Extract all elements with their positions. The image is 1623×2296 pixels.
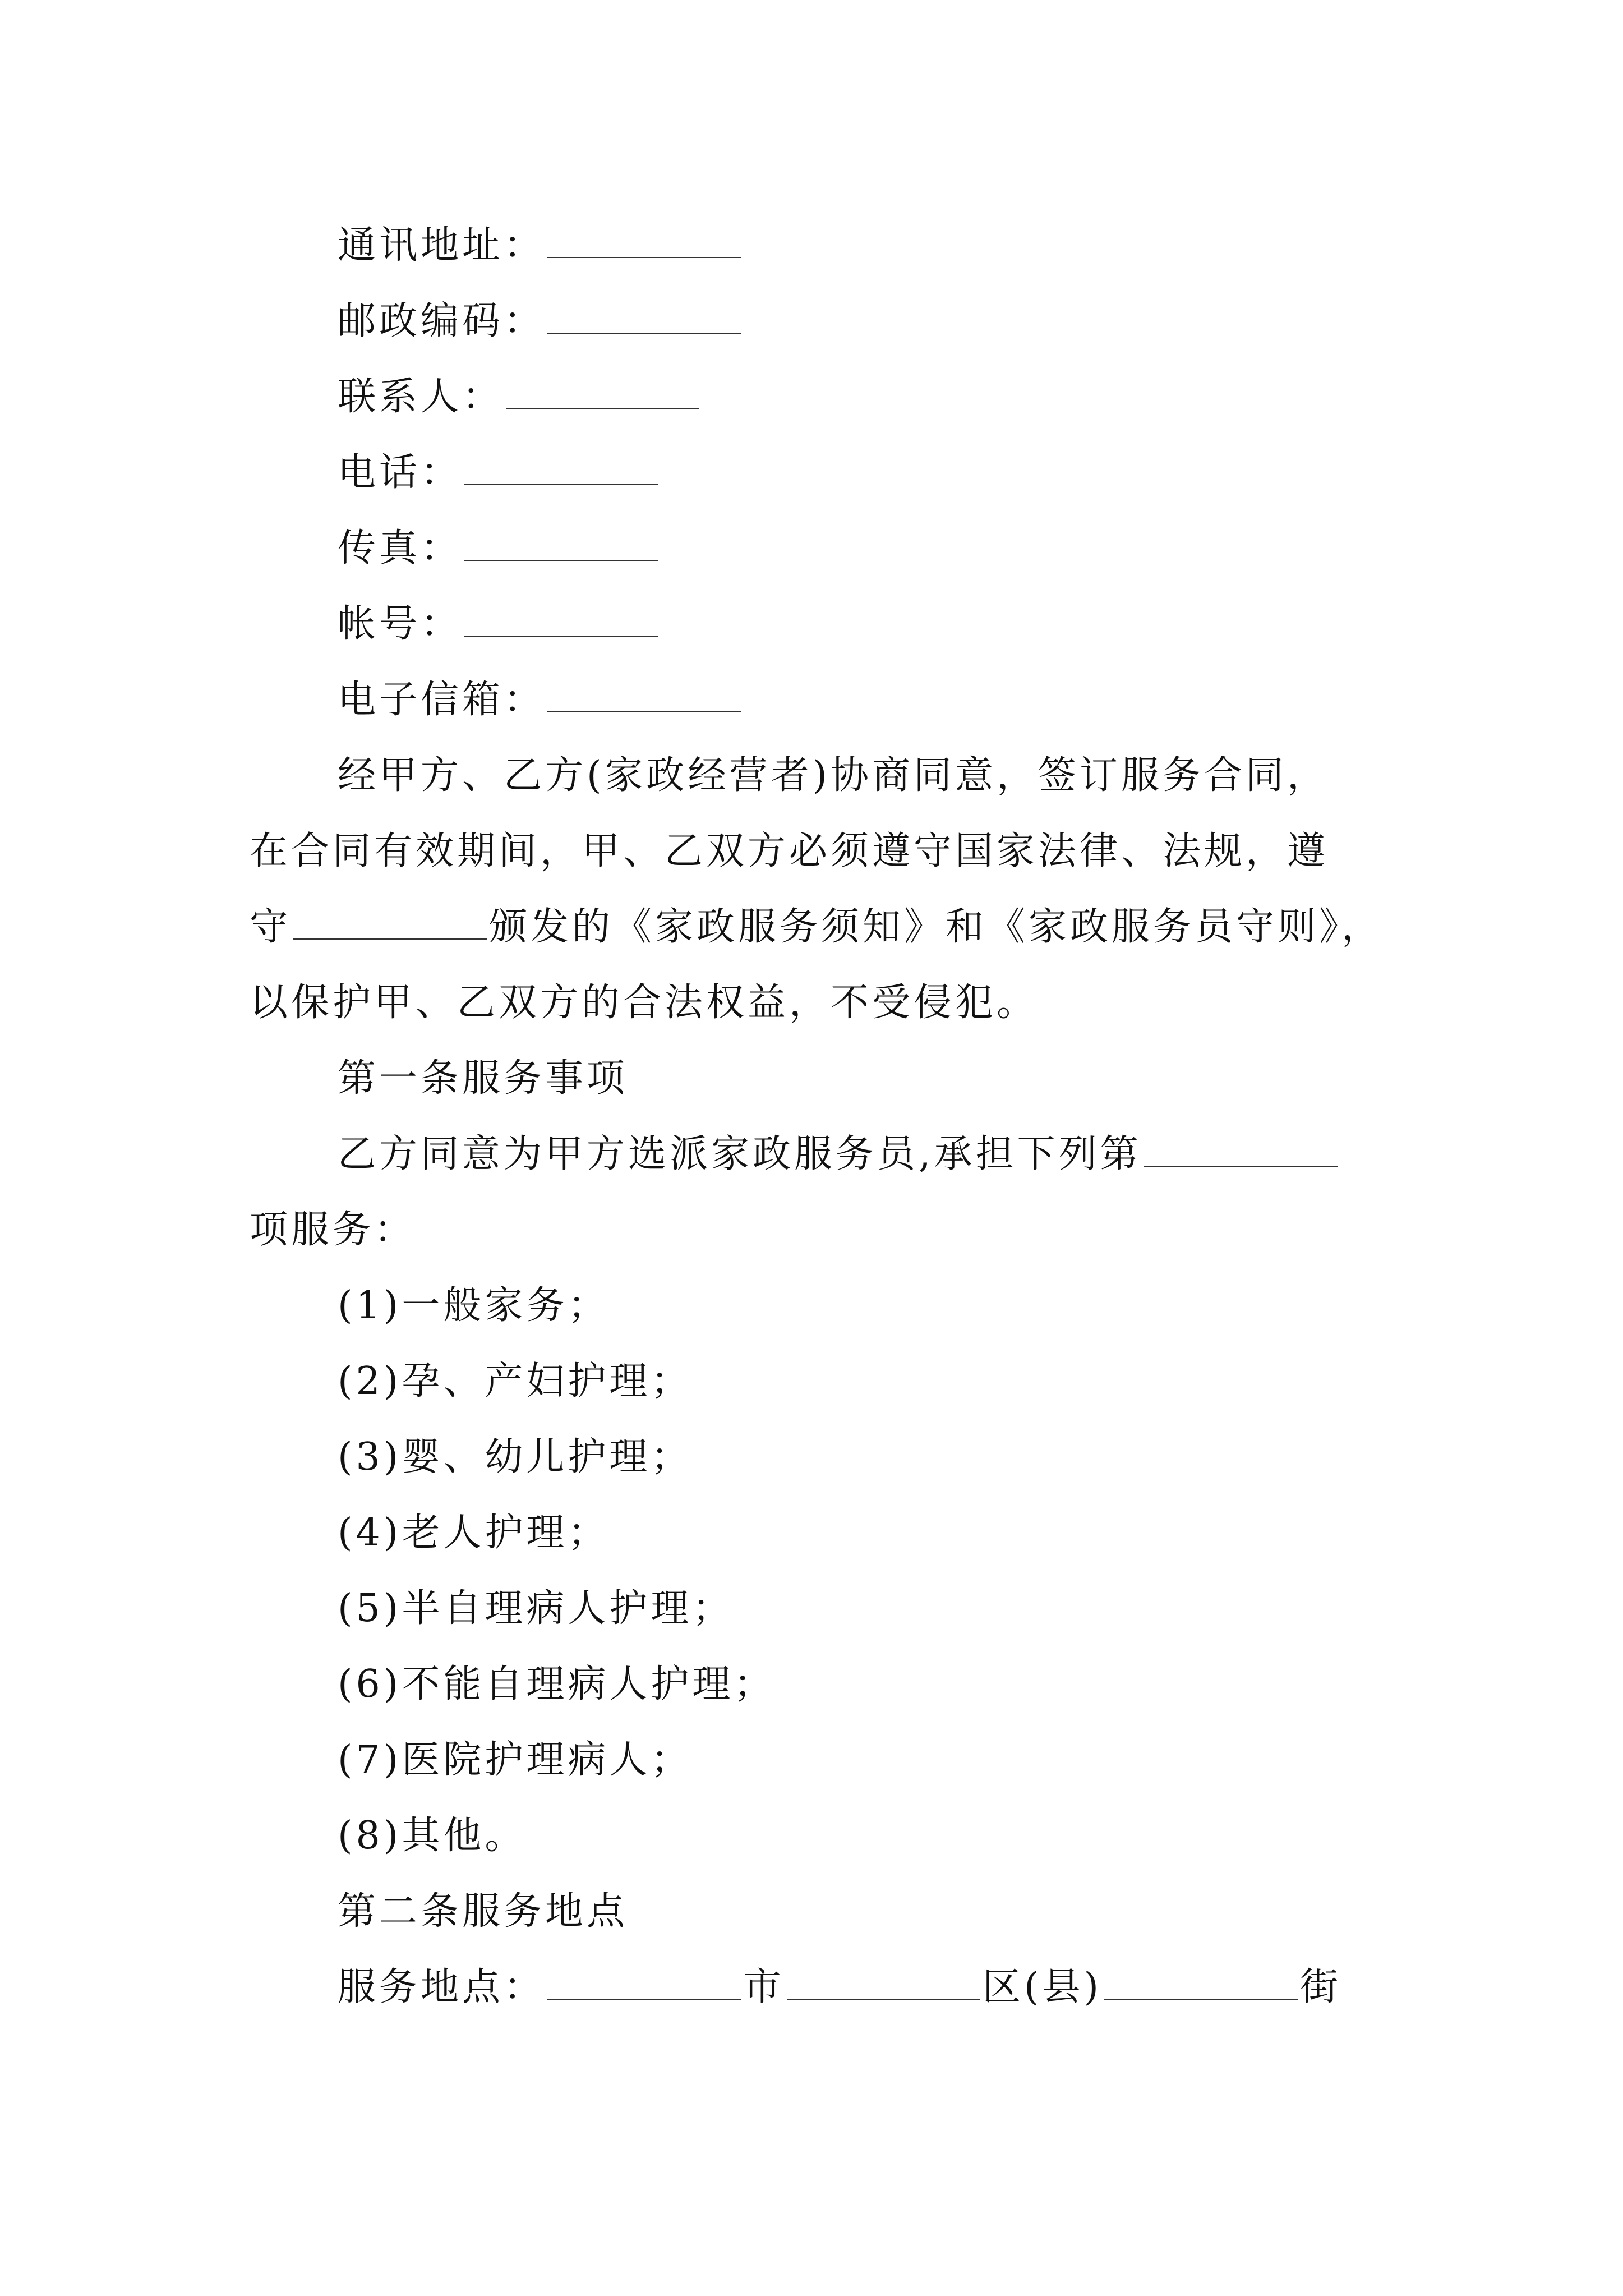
article-2-heading: 第二条服务地点 bbox=[338, 1889, 629, 1934]
intro-line-4: 以保护甲、乙双方的合法权益，不受侵犯。 bbox=[250, 981, 1039, 1025]
address-label: 通讯地址： bbox=[338, 223, 546, 268]
service-item-8: (8)其他。 bbox=[338, 1814, 527, 1858]
postcode-label: 邮政编码： bbox=[338, 299, 546, 343]
article-1-text-prefix: 乙方同意为甲方选派家政服务员,承担下列第 bbox=[338, 1132, 1142, 1176]
address-line bbox=[338, 218, 743, 274]
phone-blank[interactable] bbox=[464, 449, 658, 485]
city-label: 市 bbox=[743, 1965, 785, 2009]
service-item-4: (4)老人护理； bbox=[338, 1511, 610, 1555]
district-label: 区(县) bbox=[983, 1965, 1103, 2009]
fax-line bbox=[338, 521, 660, 577]
address-blank[interactable] bbox=[547, 222, 741, 258]
street-label: 街 bbox=[1300, 1965, 1342, 2009]
contact-person-label: 联系人： bbox=[338, 375, 504, 419]
intro-line-3-suffix: 颁发的《家政服务须知》和《家政服务员守则》， bbox=[489, 905, 1384, 949]
phone-line bbox=[338, 445, 660, 501]
article-1-heading: 第一条服务事项 bbox=[338, 1056, 629, 1101]
phone-label: 电话： bbox=[338, 450, 463, 495]
intro-line-3 bbox=[250, 899, 1383, 955]
account-line bbox=[338, 596, 660, 652]
intro-line-1: 经甲方、乙方(家政经营者)协商同意，签订服务合同， bbox=[338, 753, 1329, 798]
service-location-line bbox=[338, 1959, 1341, 2016]
fax-blank[interactable] bbox=[464, 525, 658, 561]
service-item-1: (1)一般家务； bbox=[338, 1283, 610, 1328]
email-blank[interactable] bbox=[547, 677, 741, 712]
service-item-3: (3)婴、幼儿护理； bbox=[338, 1435, 693, 1479]
location-label: 服务地点： bbox=[338, 1965, 546, 2009]
contact-person-line bbox=[338, 369, 702, 425]
district-blank[interactable] bbox=[787, 1964, 980, 2000]
city-blank[interactable] bbox=[547, 1964, 741, 2000]
service-item-7: (7)医院护理病人； bbox=[338, 1738, 693, 1782]
article-1-text-suffix: 项服务： bbox=[250, 1208, 416, 1252]
intro-line-2: 在合同有效期间，甲、乙双方必须遵守国家法律、法规，遵 bbox=[250, 829, 1329, 873]
fax-label: 传真： bbox=[338, 526, 463, 570]
service-item-5: (5)半自理病人护理； bbox=[338, 1586, 734, 1631]
account-blank[interactable] bbox=[464, 601, 658, 637]
service-item-2: (2)孕、产妇护理； bbox=[338, 1359, 693, 1404]
issuer-blank[interactable] bbox=[293, 904, 487, 940]
postcode-blank[interactable] bbox=[547, 298, 741, 334]
service-number-blank[interactable] bbox=[1144, 1131, 1338, 1167]
street-blank[interactable] bbox=[1104, 1964, 1298, 2000]
account-label: 帐号： bbox=[338, 602, 463, 646]
email-line bbox=[338, 672, 743, 728]
postcode-line bbox=[338, 293, 743, 349]
email-label: 电子信箱： bbox=[338, 678, 546, 722]
article-1-text bbox=[338, 1126, 1340, 1182]
contact-person-blank[interactable] bbox=[506, 374, 699, 409]
intro-line-3-prefix: 守 bbox=[250, 905, 292, 949]
service-item-6: (6)不能自理病人护理； bbox=[338, 1662, 776, 1706]
